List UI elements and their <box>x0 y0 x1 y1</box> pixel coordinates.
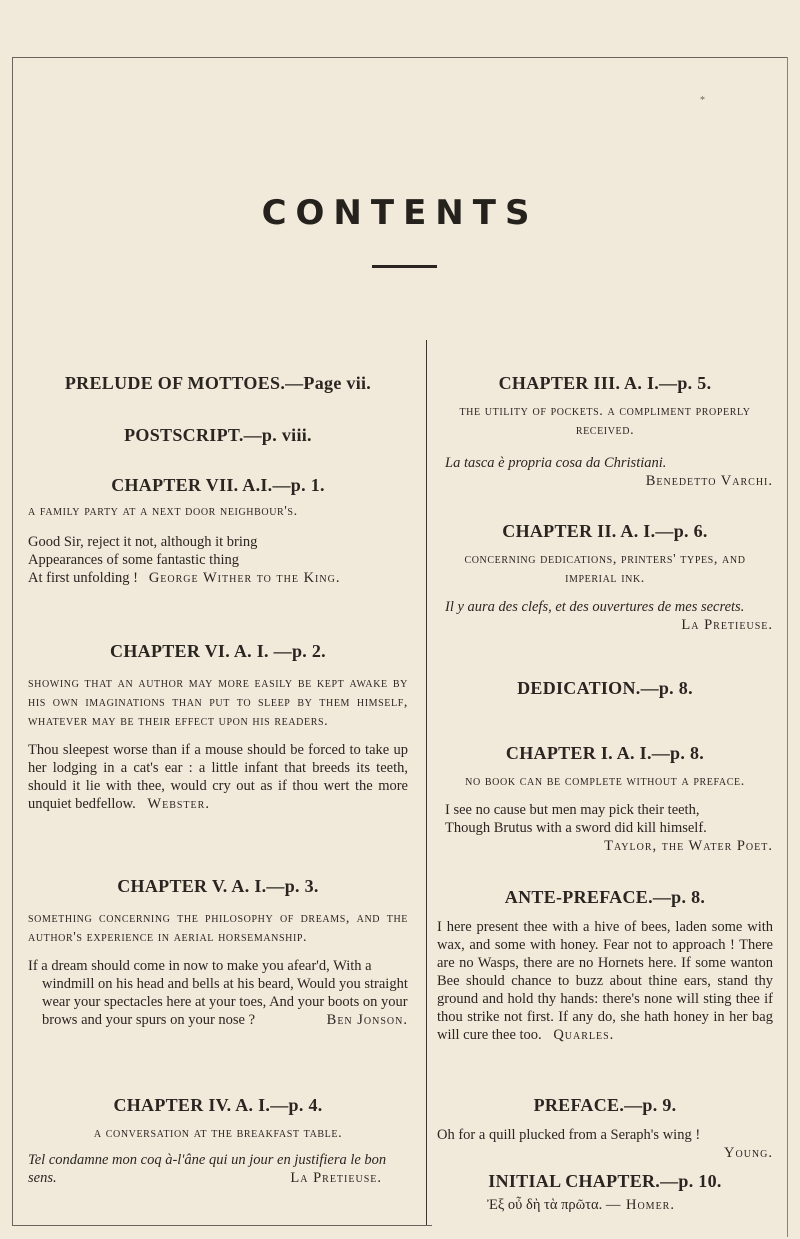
entry-heading: CHAPTER IV. A. I.—p. 4. <box>113 1095 323 1115</box>
entry-attribution: Benedetto Varchi. <box>645 473 773 489</box>
quote-text: Ἐξ οὖ δὴ τὰ πρῶτα. <box>487 1197 603 1213</box>
quote-line <box>28 569 408 587</box>
entry-title: a family party at a next door neighbour's. <box>28 504 298 519</box>
entry-prelude <box>28 372 408 394</box>
entry-attribution: Ben Jonson. <box>326 1012 408 1028</box>
entry-chapter-4 <box>28 1094 408 1187</box>
page-mark: * <box>700 95 705 106</box>
page-border-bottom <box>12 1225 432 1226</box>
entry-title: the utility of pockets. a compliment properly received. <box>459 404 751 438</box>
quote-line: Appearances of some fantastic thing <box>28 552 239 568</box>
title-rule <box>372 265 437 268</box>
quote-text: Oh for a quill plucked from a Seraph's wing ! <box>437 1127 701 1143</box>
quote-line: I see no cause but men may pick their teeth, <box>445 802 700 818</box>
entry-attribution: George Wither to the King. <box>148 570 341 586</box>
entry-title: a conversation at the breakfast table. <box>93 1126 343 1141</box>
page-border-top <box>12 57 788 58</box>
page-title: CONTENTS <box>261 192 539 233</box>
entry-postscript <box>28 424 408 446</box>
entry-chapter-5 <box>28 875 408 1029</box>
entry-chapter-3 <box>437 372 773 490</box>
quote-text: Thou sleepest worse than if a mouse should be forced to take up her lodging in a cat's ear : a little infant that breeds its teeth, should it lie with thee, would cry out as if thou wert the more unquiet bedfellow. <box>28 742 408 812</box>
entry-heading: CHAPTER III. A. I.—p. 5. <box>498 373 712 393</box>
entry-quote <box>28 741 408 813</box>
quote-text: La tasca è propria cosa da Christiani. <box>445 455 667 471</box>
entry-quote <box>437 1126 773 1162</box>
entry-antepreface <box>437 886 773 1044</box>
quote-text: I here present thee with a hive of bees, laden some with wax, and some with honey. Fear not to approach ! There are no Wasps, there are no Hornets here. If some wanton Bee should chance to buzz about thine ears, stand thy ground and hold thy hands: there's none will sting thee if thou strike not first. If any do, she hath honey in her bag will cure thee too. <box>437 919 773 1043</box>
entry-preface <box>437 1094 773 1162</box>
entry-chapter-1 <box>437 742 773 855</box>
entry-heading: CHAPTER VI. A. I. —p. 2. <box>110 641 326 661</box>
entry-heading: POSTSCRIPT.—p. viii. <box>124 425 312 445</box>
page-border-right <box>787 57 788 1237</box>
entry-heading: CHAPTER I. A. I.—p. 8. <box>505 743 705 763</box>
entry-heading: INITIAL CHAPTER.—p. 10. <box>488 1171 722 1191</box>
entry-attribution: La Pretieuse. <box>681 617 773 633</box>
entry-quote <box>437 1196 773 1214</box>
entry-chapter-2 <box>437 520 773 634</box>
entry-initial-chapter <box>437 1170 773 1214</box>
quote-text: If a dream should come in now to make you afear'd, With a windmill on his head and bells at his beard, Would you straight wear your spectacles here at your toes, And your boots on your brows and your spurs on your nose ? <box>28 958 408 1028</box>
entry-title: concerning dedications, printers' types, and imperial ink. <box>464 552 746 586</box>
entry-attribution: La Pretieuse. <box>290 1170 382 1186</box>
entry-attribution: Quarles. <box>553 1027 615 1043</box>
entry-heading: CHAPTER VII. A.I.—p. 1. <box>111 475 325 495</box>
quote-line: Good Sir, reject it not, although it bring <box>28 534 258 550</box>
entry-chapter-7 <box>28 474 408 587</box>
column-divider <box>426 340 427 1225</box>
entry-quote <box>437 918 773 1044</box>
entry-heading: CHAPTER II. A. I.—p. 6. <box>502 521 708 541</box>
entry-quote <box>437 454 773 490</box>
entry-title: showing that an author may more easily be kept awake by his own imaginations than put to sleep by them himself, whatever may be their effect upon his readers. <box>28 676 408 729</box>
quote-text: Tel condamne mon coq à-l'âne qui un jour en justifiera le bon sens. <box>28 1152 387 1186</box>
entry-title: no book can be complete without a preface. <box>465 774 745 789</box>
entry-title: something concerning the philosophy of dreams, and the author's experience in aerial horsemanship. <box>28 911 408 945</box>
entry-heading: PREFACE.—p. 9. <box>533 1095 677 1115</box>
quote-line: Though Brutus with a sword did kill himself. <box>445 820 707 836</box>
quote-text: Il y aura des clefs, et des ouvertures de mes secrets. <box>445 599 745 615</box>
entry-quote <box>437 598 773 634</box>
entry-attribution: Webster. <box>147 796 210 812</box>
entry-attribution: Taylor, the Water Poet. <box>604 838 773 854</box>
entry-attribution: — Homer. <box>605 1197 675 1213</box>
entry-attribution: Young. <box>724 1145 773 1161</box>
entry-quote <box>28 533 408 587</box>
entry-chapter-6 <box>28 640 408 813</box>
entry-heading: CHAPTER V. A. I.—p. 3. <box>117 876 319 896</box>
quote-line-text: At first unfolding ! <box>28 570 138 586</box>
entry-quote <box>437 801 773 855</box>
entry-quote <box>28 957 408 1029</box>
entry-heading: ANTE-PREFACE.—p. 8. <box>504 887 706 907</box>
entry-heading: PRELUDE OF MOTTOES.—Page vii. <box>64 373 372 393</box>
entry-heading: DEDICATION.—p. 8. <box>517 678 693 698</box>
entry-dedication <box>437 677 773 699</box>
entry-quote <box>28 1151 408 1187</box>
